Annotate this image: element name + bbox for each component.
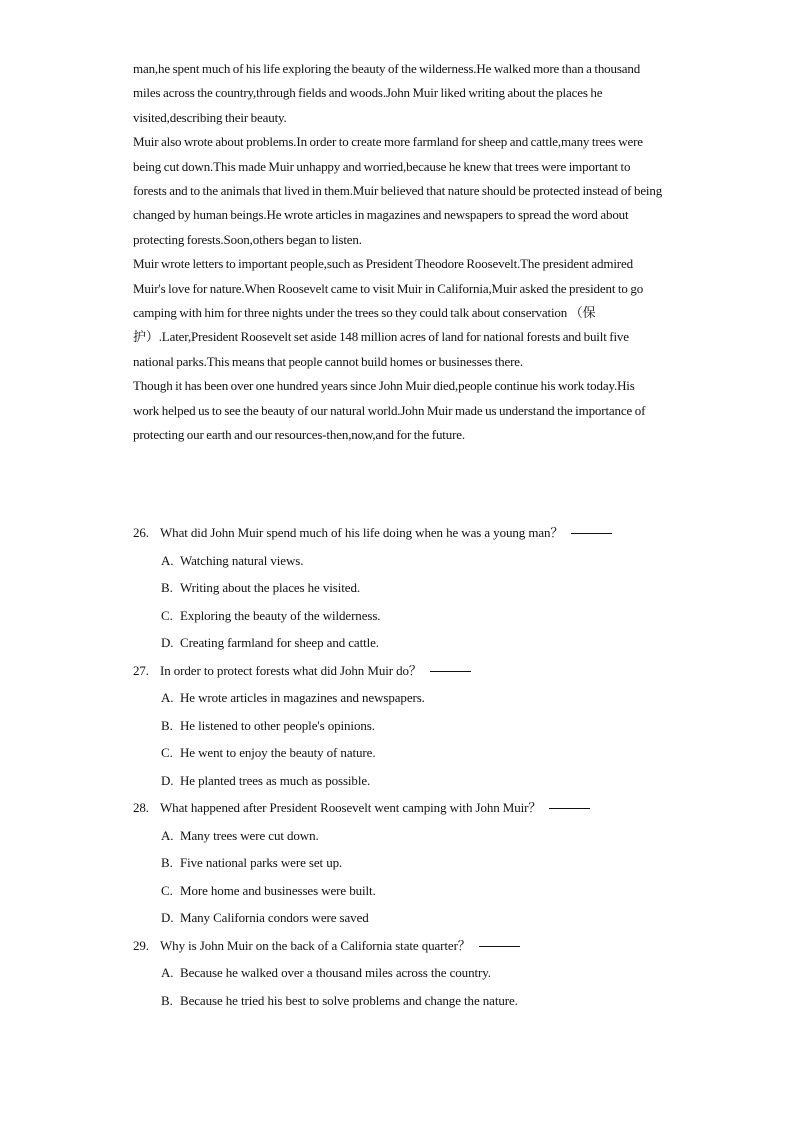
passage-paragraph: Though it has been over one hundred years since John Muir died,people continue his work today.His work helped us to see the beauty of our natural world.John Muir made us understand the importance of protecting our earth and our resources-then,now,and for the future. [133, 378, 646, 443]
question-27 [133, 657, 673, 795]
option-letter: D. [161, 910, 174, 925]
option-b[interactable] [133, 574, 673, 602]
option-a[interactable] [133, 822, 673, 850]
option-text: Creating farmland for sheep and cattle. [180, 635, 379, 650]
option-letter: B. [161, 992, 173, 1008]
option-b[interactable] [133, 849, 673, 877]
option-letter: A. [161, 690, 174, 705]
option-letter: B. [161, 580, 173, 595]
option-text: He listened to other people's opinions. [180, 717, 375, 733]
option-letter: B. [161, 855, 173, 870]
answer-blank[interactable] [430, 670, 471, 672]
option-text: Many trees were cut down. [180, 827, 319, 843]
option-b[interactable] [133, 712, 673, 740]
option-letter: C. [161, 882, 173, 898]
option-b[interactable] [133, 987, 673, 1015]
option-letter: D. [161, 635, 174, 650]
question-26 [133, 519, 673, 657]
option-text: More home and businesses were built. [180, 882, 376, 898]
option-text: He wrote articles in magazines and newspapers. [180, 690, 425, 705]
option-text: Because he tried his best to solve problems and change the nature. [180, 992, 518, 1008]
option-a[interactable] [133, 547, 673, 575]
option-letter: C. [161, 745, 173, 760]
passage-paragraph: Muir wrote letters to important people,such as President Theodore Roosevelt.The president admired Muir's love for nature.When Roosevelt came to visit Muir in California,Muir asked the president to go camping with him for three nights under the trees so they could talk about conservation （保护）.Later,President Roosevelt set aside 148 million acres of land for national forests and built five national parks.This means that people cannot build homes or businesses there. [133, 256, 644, 369]
option-letter: D. [161, 772, 174, 788]
option-letter: C. [161, 607, 173, 623]
question-text: In order to protect forests what did John Muir do？ [160, 662, 422, 678]
question-text: Why is John Muir on the back of a California state quarter？ [160, 937, 471, 953]
option-a[interactable] [133, 959, 673, 987]
option-text: Many California condors were saved [180, 910, 369, 925]
option-text: Watching natural views. [180, 552, 304, 568]
answer-blank[interactable] [571, 532, 612, 534]
option-text: He planted trees as much as possible. [180, 772, 371, 788]
option-c[interactable] [133, 877, 673, 905]
option-text: Because he walked over a thousand miles across the country. [180, 965, 491, 980]
question-text: What did John Muir spend much of his life doing when he was a young man？ [160, 525, 564, 540]
option-text: Exploring the beauty of the wilderness. [180, 607, 381, 623]
question-number: 29. [133, 937, 149, 953]
option-d[interactable] [133, 629, 673, 657]
option-text: Five national parks were set up. [180, 855, 343, 870]
question-stem [133, 932, 673, 960]
option-a[interactable] [133, 684, 673, 712]
question-number: 28. [133, 800, 149, 815]
option-d[interactable] [133, 767, 673, 795]
passage-paragraph: Muir also wrote about problems.In order to create more farmland for sheep and cattle,many trees were being cut down.This made Muir unhappy and worried,because he knew that trees were important to forests and to the animals that lived in them.Muir believed that nature should be protected instead of being changed by human beings.He wrote articles in magazines and newspapers to spread the word about protecting forests.Soon,others began to listen. [133, 134, 663, 247]
answer-blank[interactable] [479, 945, 520, 947]
passage-paragraph: man,he spent much of his life exploring the beauty of the wilderness.He walked more than a thousand miles across the country,through fields and woods.John Muir liked writing about the places he visited,describing their beauty. [133, 61, 641, 125]
question-29 [133, 932, 673, 1015]
question-text: What happened after President Roosevelt went camping with John Muir？ [160, 800, 542, 815]
option-letter: B. [161, 717, 173, 733]
answer-blank[interactable] [549, 807, 590, 809]
question-stem [133, 519, 673, 547]
reading-passage [133, 57, 663, 448]
question-stem [133, 794, 673, 822]
option-d[interactable] [133, 904, 673, 932]
question-list [133, 519, 673, 1014]
option-letter: A. [161, 552, 174, 568]
question-number: 26. [133, 525, 149, 540]
option-text: He went to enjoy the beauty of nature. [180, 745, 376, 760]
option-letter: A. [161, 965, 174, 980]
option-c[interactable] [133, 739, 673, 767]
option-letter: A. [161, 827, 174, 843]
option-c[interactable] [133, 602, 673, 630]
question-28 [133, 794, 673, 932]
option-text: Writing about the places he visited. [180, 580, 360, 595]
question-stem [133, 657, 673, 685]
question-number: 27. [133, 662, 149, 678]
